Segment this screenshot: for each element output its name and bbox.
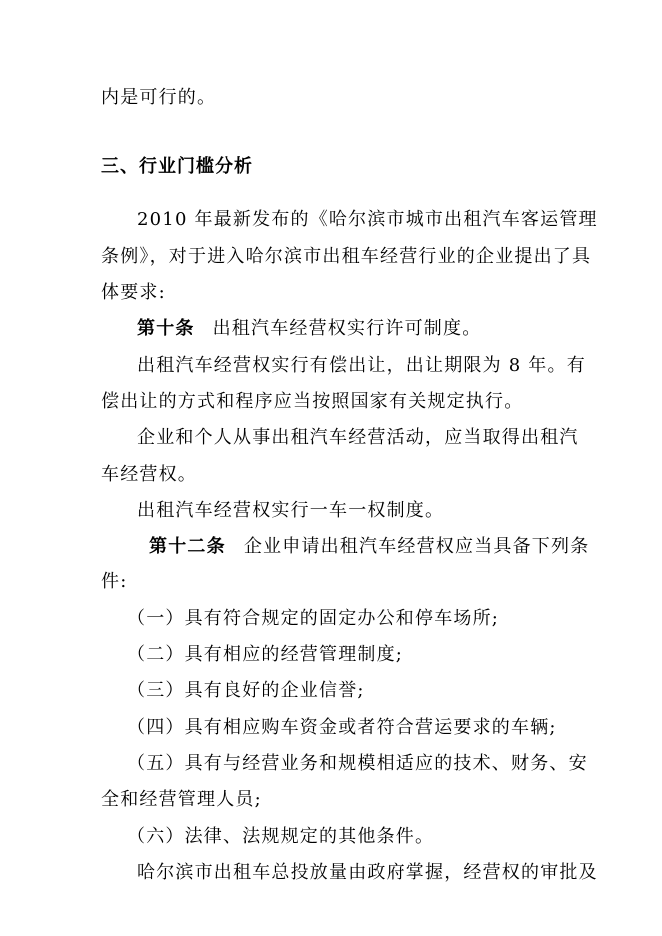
list-item: （四）具有相应购车资金或者符合营运要求的车辆; bbox=[127, 717, 557, 738]
list-item: （三）具有良好的企业信誉; bbox=[127, 680, 365, 701]
text-line: 内是可行的。 bbox=[101, 87, 217, 108]
text-line: 出租汽车经营权实行一车一权制度。 bbox=[137, 500, 445, 521]
text-line: 2010 年最新发布的《哈尔滨市城市出租汽车客运管理 bbox=[137, 209, 598, 230]
text-line: 偿出让的方式和程序应当按照国家有关规定执行。 bbox=[101, 391, 524, 412]
article-10-line bbox=[137, 317, 481, 341]
list-item: （二）具有相应的经营管理制度; bbox=[127, 644, 404, 665]
article-text: 企业申请出租汽车经营权应当具备下列条 bbox=[243, 536, 590, 557]
article-text: 出租汽车经营权实行许可制度。 bbox=[212, 318, 482, 339]
text-line: 全和经营管理人员; bbox=[101, 789, 262, 810]
article-label: 第十二条 bbox=[149, 536, 226, 557]
list-item: （一）具有符合规定的固定办公和停车场所; bbox=[127, 608, 500, 629]
article-label: 第十条 bbox=[137, 318, 195, 339]
list-item: （六）法律、法规规定的其他条件。 bbox=[127, 826, 435, 847]
text-line: 车经营权。 bbox=[101, 464, 197, 485]
text-line: 件: bbox=[101, 571, 128, 592]
article-12-line bbox=[149, 535, 589, 559]
text-line: 哈尔滨市出租车总投放量由政府掌握，经营权的审批及 bbox=[137, 862, 598, 883]
text-line: 出租汽车经营权实行有偿出让，出让期限为 8 年。有 bbox=[137, 355, 586, 376]
text-line: 体要求: bbox=[101, 282, 166, 303]
text-line: 条例》，对于进入哈尔滨市出租车经营行业的企业提出了具 bbox=[101, 246, 592, 267]
section-heading: 三、行业门槛分析 bbox=[101, 156, 253, 177]
list-item: （五）具有与经营业务和规模相适应的技术、财务、安 bbox=[127, 753, 588, 774]
text-line: 企业和个人从事出租汽车经营活动，应当取得出租汽 bbox=[137, 427, 579, 448]
